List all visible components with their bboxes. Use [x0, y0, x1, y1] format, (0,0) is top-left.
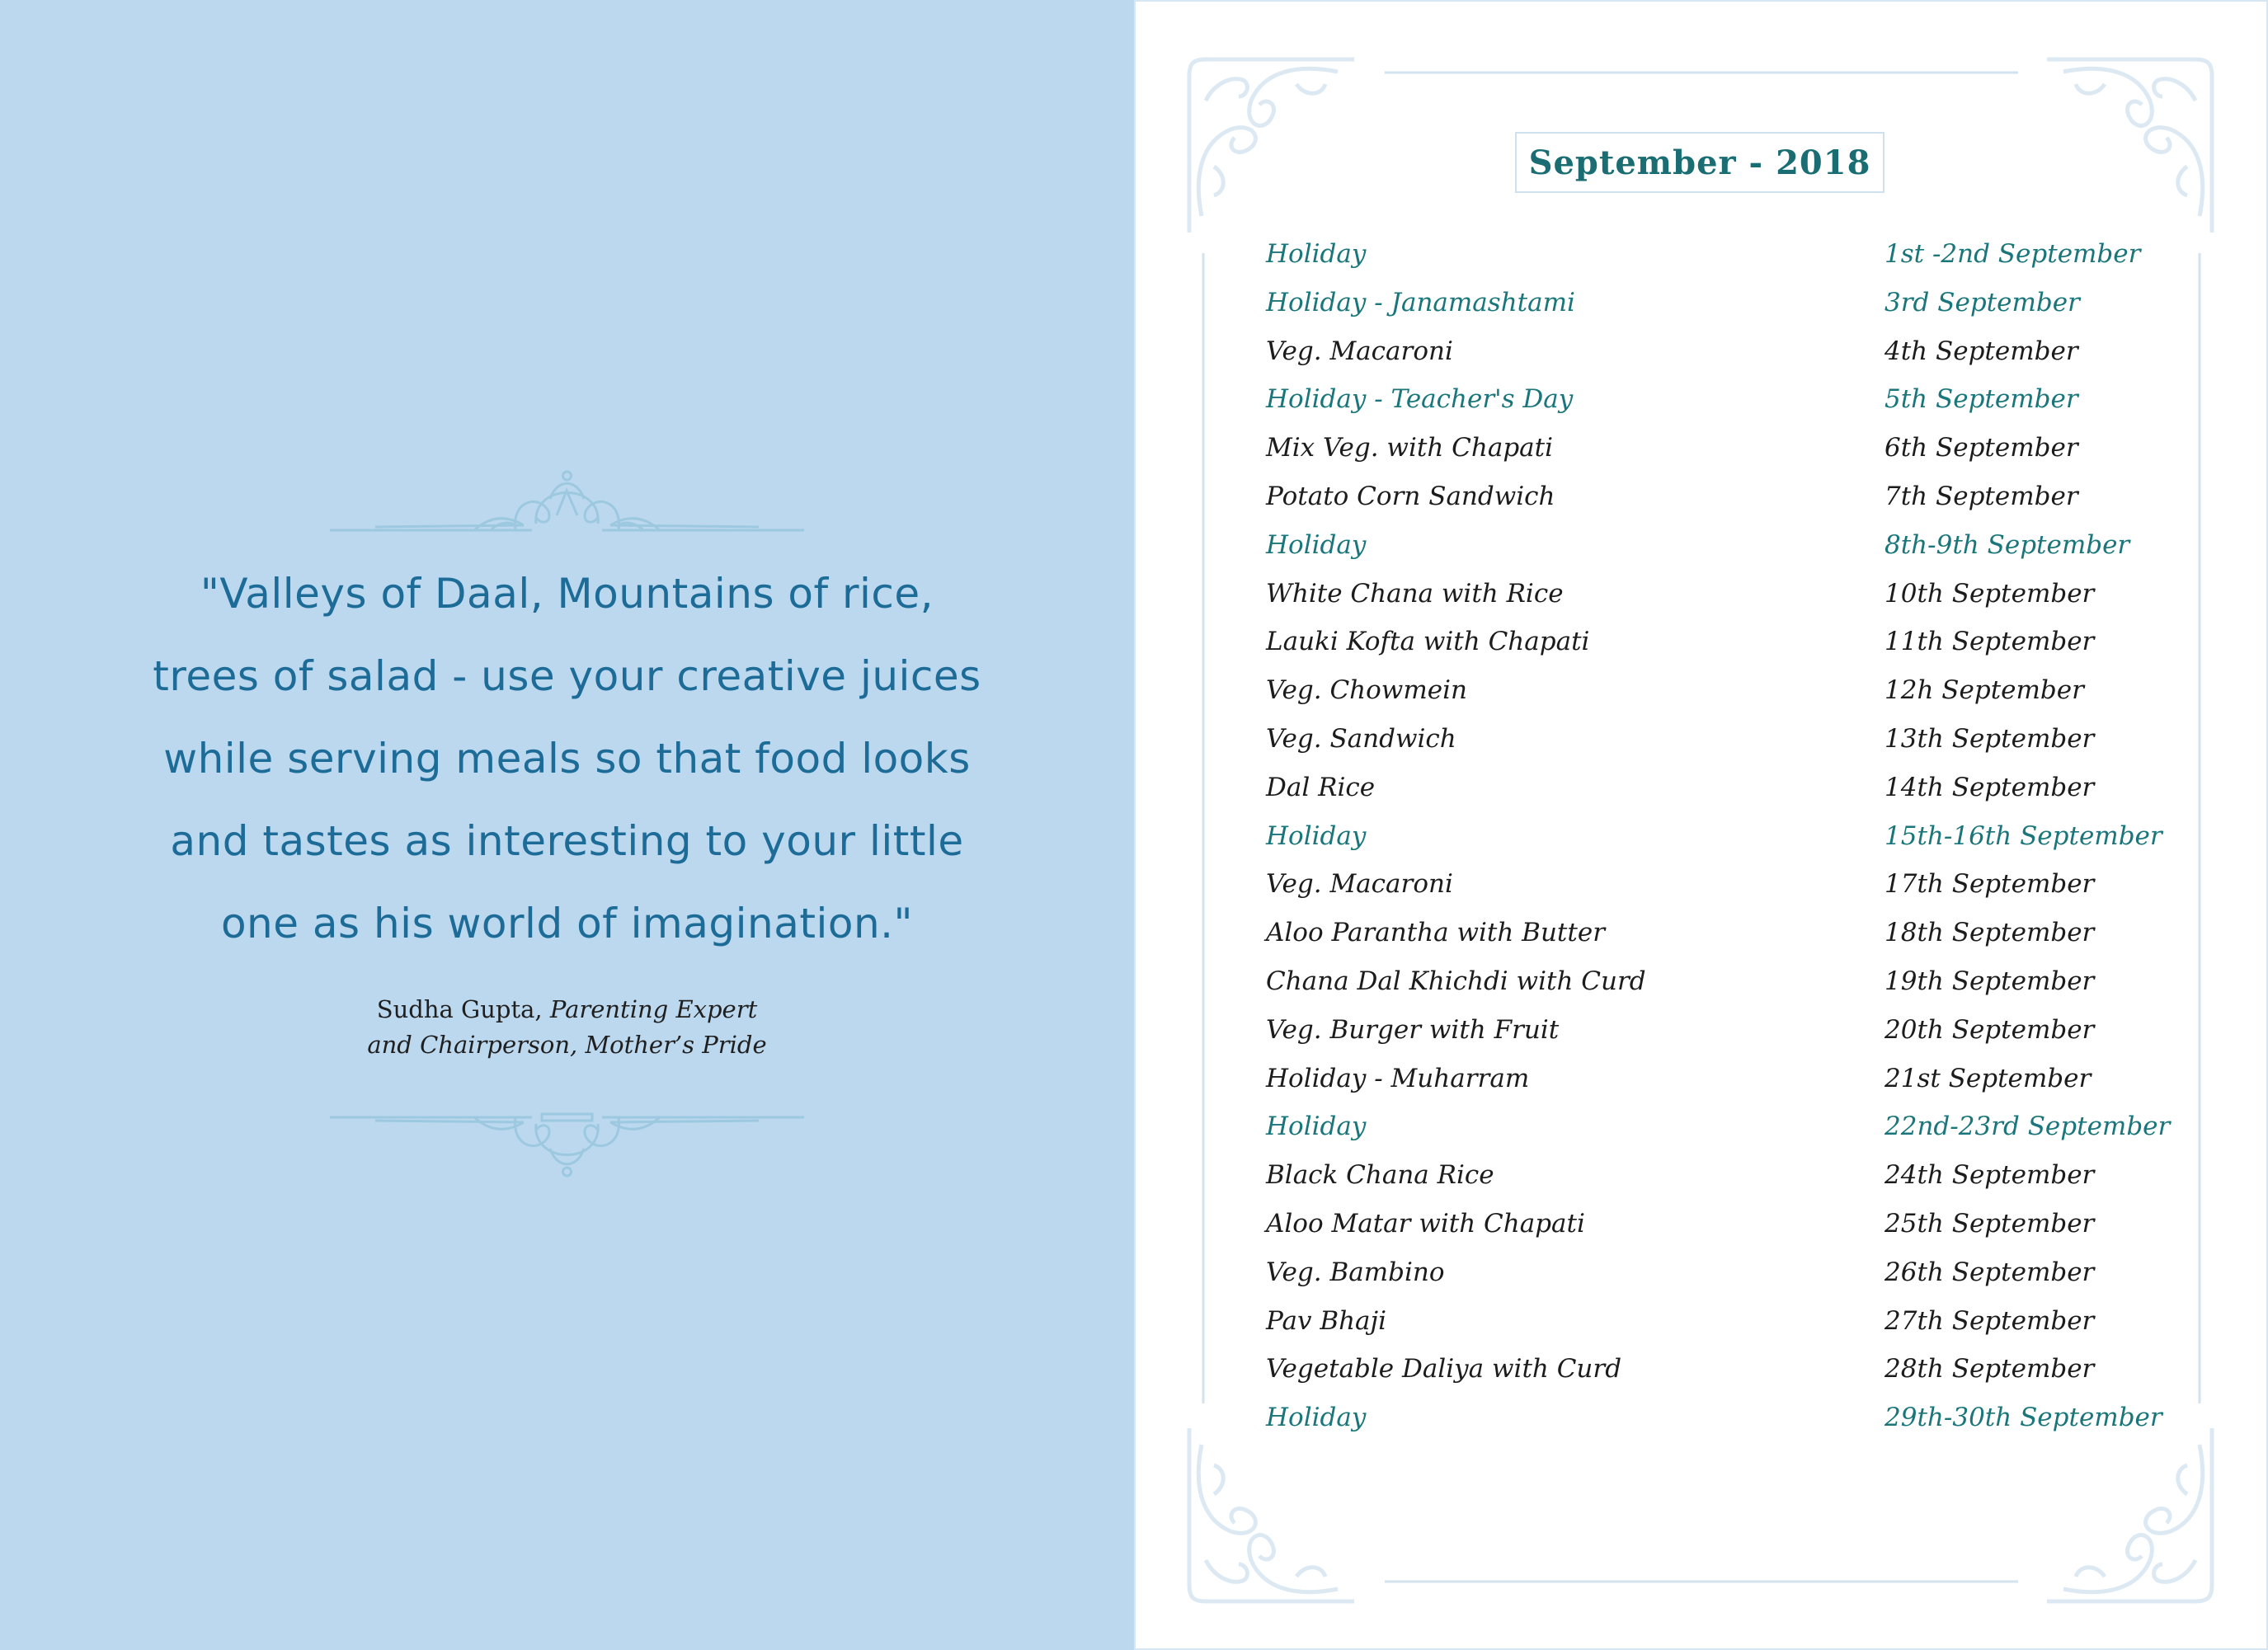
- menu-row: [1266, 1345, 2157, 1394]
- month-title-box: [1515, 132, 1885, 193]
- menu-dish: Holiday: [1266, 1112, 1367, 1142]
- menu-date: 17th September: [1885, 869, 2095, 900]
- author-organization: Mother’s Pride: [585, 1031, 767, 1059]
- menu-row: [1266, 472, 2157, 521]
- menu-row: [1266, 957, 2157, 1006]
- menu-dish: Holiday: [1266, 239, 1367, 269]
- bottom-scroll-ornament-icon: [326, 1101, 808, 1179]
- quote-line: "Valleys of Daal, Mountains of rice,: [200, 570, 934, 618]
- menu-row: [1266, 764, 2157, 812]
- menu-row: [1266, 1006, 2157, 1055]
- menu-row: [1266, 666, 2157, 715]
- top-scroll-ornament-icon: [326, 466, 808, 544]
- menu-date: 12h September: [1885, 675, 2084, 706]
- menu-dish: White Chana with Rice: [1266, 578, 1564, 609]
- menu-row: [1266, 230, 2157, 279]
- menu-dish: Veg. Chowmein: [1266, 675, 1467, 706]
- menu-list: [1266, 230, 2171, 1442]
- menu-date: 15th-16th September: [1885, 820, 2162, 851]
- menu-dish: Veg. Burger with Fruit: [1266, 1014, 1560, 1045]
- quote-line: and tastes as interesting to your little: [170, 817, 964, 865]
- menu-dish: Holiday: [1266, 529, 1367, 560]
- menu-date: 28th September: [1885, 1354, 2095, 1384]
- menu-dish: Dal Rice: [1266, 772, 1376, 802]
- menu-date: 22nd-23rd September: [1885, 1112, 2171, 1142]
- menu-dish: Holiday - Teacher's Day: [1266, 384, 1574, 415]
- author-role-prefix: and Chairperson,: [367, 1031, 578, 1059]
- menu-row: [1266, 618, 2157, 666]
- menu-row: [1266, 375, 2157, 424]
- menu-row: [1266, 279, 2157, 327]
- menu-dish: Pav Bhaji: [1266, 1305, 1387, 1336]
- menu-dish: Mix Veg. with Chapati: [1266, 433, 1554, 463]
- menu-row: [1266, 715, 2157, 764]
- menu-date: 13th September: [1885, 723, 2095, 754]
- menu-date: 24th September: [1885, 1160, 2095, 1191]
- quote-line: while serving meals so that food looks: [163, 735, 971, 783]
- menu-dish: Black Chana Rice: [1266, 1160, 1494, 1191]
- menu-row: [1266, 521, 2157, 570]
- menu-row: [1266, 812, 2162, 861]
- menu-date: 3rd September: [1885, 287, 2080, 317]
- author-role: Parenting Expert: [549, 995, 758, 1023]
- menu-dish: Chana Dal Khichdi with Curd: [1266, 966, 1646, 996]
- menu-dish: Veg. Macaroni: [1266, 869, 1453, 900]
- menu-date: 20th September: [1885, 1014, 2095, 1045]
- menu-row: [1266, 1394, 2162, 1442]
- menu-row: [1266, 570, 2157, 618]
- menu-date: 26th September: [1885, 1257, 2095, 1287]
- menu-dish: Lauki Kofta with Chapati: [1266, 627, 1590, 657]
- menu-row: [1266, 1248, 2157, 1297]
- menu-date: 1st -2nd September: [1885, 239, 2141, 269]
- menu-date: 7th September: [1885, 481, 2078, 511]
- menu-date: 18th September: [1885, 918, 2095, 948]
- menu-dish: Aloo Parantha with Butter: [1266, 918, 1606, 948]
- menu-date: 29th-30th September: [1885, 1403, 2162, 1433]
- menu-date: 4th September: [1885, 336, 2078, 366]
- quote-attribution: [132, 992, 1002, 1063]
- menu-date: 21st September: [1885, 1063, 2092, 1093]
- menu-row: [1266, 1055, 2157, 1103]
- menu-dish: Holiday - Muharram: [1266, 1063, 1530, 1093]
- menu-date: 14th September: [1885, 772, 2095, 802]
- menu-date: 6th September: [1885, 433, 2078, 463]
- menu-dish: Veg. Bambino: [1266, 1257, 1445, 1287]
- quote-line: trees of salad - use your creative juices: [153, 652, 981, 700]
- menu-dish: Veg. Sandwich: [1266, 723, 1456, 754]
- menu-date: 11th September: [1885, 627, 2095, 657]
- menu-dish: Vegetable Daliya with Curd: [1266, 1354, 1622, 1384]
- menu-row: [1266, 1102, 2171, 1151]
- menu-row: [1266, 327, 2157, 376]
- menu-dish: Holiday - Janamashtami: [1266, 287, 1575, 317]
- menu-date: 25th September: [1885, 1208, 2095, 1239]
- menu-date: 19th September: [1885, 966, 2095, 996]
- menu-dish: Holiday: [1266, 1403, 1367, 1433]
- menu-date: 8th-9th September: [1885, 529, 2130, 560]
- menu-row: [1266, 1297, 2157, 1346]
- quote-line: one as his world of imagination.": [220, 900, 914, 947]
- quote-text: [132, 552, 1002, 965]
- menu-row: [1266, 860, 2157, 909]
- menu-date: 5th September: [1885, 384, 2078, 415]
- author-name: Sudha Gupta,: [376, 995, 543, 1023]
- menu-dish: Holiday: [1266, 820, 1367, 851]
- menu-date: 27th September: [1885, 1305, 2095, 1336]
- menu-row: [1266, 1151, 2157, 1200]
- menu-dish: Veg. Macaroni: [1266, 336, 1453, 366]
- menu-row: [1266, 424, 2157, 472]
- menu-row: [1266, 1200, 2157, 1248]
- menu-date: 10th September: [1885, 578, 2095, 609]
- menu-dish: Aloo Matar with Chapati: [1266, 1208, 1585, 1239]
- menu-dish: Potato Corn Sandwich: [1266, 481, 1555, 511]
- month-title: September - 2018: [1528, 143, 1871, 182]
- menu-row: [1266, 909, 2157, 957]
